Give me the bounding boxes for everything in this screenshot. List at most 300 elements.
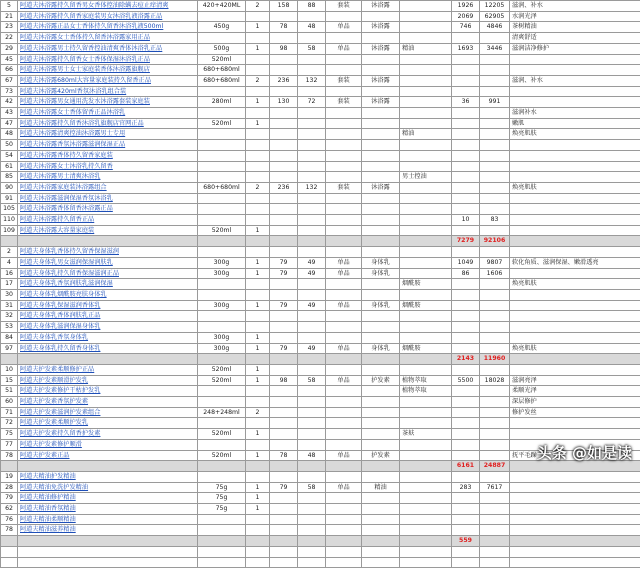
cell-v2 <box>480 118 510 129</box>
cell-qty: 1 <box>246 504 270 515</box>
cell-name[interactable]: 阿道夫沐浴露持久留香家庭装男女沐浴乳液浴露正品 <box>18 11 198 22</box>
cell-c4 <box>270 407 298 418</box>
cell-spec: 300g <box>198 332 246 343</box>
cell-qty <box>246 354 270 365</box>
cell-effect2: 焕亮肌肤 <box>510 343 640 354</box>
cell-v1 <box>452 493 480 504</box>
cell-c4 <box>270 461 298 472</box>
cell-c5 <box>298 311 326 322</box>
cell-qty: 1 <box>246 450 270 461</box>
cell-c5 <box>298 429 326 440</box>
table-row <box>1 525 640 536</box>
cell-name[interactable]: 阿道夫身体乳香氛润肤乳滋润保湿 <box>18 279 198 290</box>
cell-v2 <box>480 322 510 333</box>
cell-spec <box>198 86 246 97</box>
cell-no: 21 <box>1 11 18 22</box>
cell-no: 90 <box>1 182 18 193</box>
cell-c5 <box>298 557 326 568</box>
subtotal-row <box>1 236 640 247</box>
cell-category <box>362 439 400 450</box>
cell-spec: 300g <box>198 343 246 354</box>
cell-v1 <box>452 407 480 418</box>
cell-type <box>326 118 362 129</box>
cell-spec <box>198 525 246 536</box>
cell-name[interactable]: 阿道夫沐浴露男士女士家庭装香体沐浴露旗舰店 <box>18 65 198 76</box>
cell-no: 45 <box>1 54 18 65</box>
cell-name[interactable] <box>18 461 198 472</box>
cell-type: 单品 <box>326 343 362 354</box>
cell-qty <box>246 11 270 22</box>
cell-effect1: 烟酰胺 <box>400 343 452 354</box>
cell-category <box>362 407 400 418</box>
cell-c5 <box>298 407 326 418</box>
cell-qty: 1 <box>246 482 270 493</box>
cell-v2 <box>480 54 510 65</box>
cell-c4: 79 <box>270 482 298 493</box>
cell-effect1: 茶麸 <box>400 429 452 440</box>
cell-category <box>362 557 400 568</box>
cell-v1 <box>452 343 480 354</box>
cell-name[interactable] <box>18 536 198 547</box>
cell-effect1 <box>400 215 452 226</box>
cell-v2 <box>480 225 510 236</box>
cell-spec <box>198 129 246 140</box>
cell-v1: 10 <box>452 215 480 226</box>
cell-effect2: 滋润、补水 <box>510 1 640 12</box>
cell-effect2 <box>510 236 640 247</box>
cell-name[interactable]: 阿道夫精油免洗护发精油 <box>18 482 198 493</box>
cell-category: 护发素 <box>362 450 400 461</box>
cell-name[interactable]: 阿道夫护发素修护顺滑 <box>18 439 198 450</box>
cell-v1 <box>452 418 480 429</box>
cell-effect2: 滋润补水 <box>510 108 640 119</box>
cell-c4 <box>270 493 298 504</box>
cell-name[interactable]: 阿道夫沐浴露持久留香男女香体控油除螨去痘止痒清爽 <box>18 1 198 12</box>
cell-qty <box>246 150 270 161</box>
cell-spec: 75g <box>198 482 246 493</box>
cell-v1 <box>452 193 480 204</box>
cell-qty <box>246 514 270 525</box>
cell-name[interactable]: 阿道夫沐浴露香体留香沐浴露正品 <box>18 204 198 215</box>
cell-qty: 1 <box>246 268 270 279</box>
cell-effect2 <box>510 364 640 375</box>
cell-v1: 746 <box>452 22 480 33</box>
cell-c4: 79 <box>270 268 298 279</box>
cell-name[interactable]: 阿道夫护发素滋润护发素组合 <box>18 407 198 418</box>
cell-category <box>362 65 400 76</box>
cell-name[interactable]: 阿道夫身体乳持久留香身体乳 <box>18 343 198 354</box>
cell-name[interactable]: 阿道夫护发素持久留香护发素 <box>18 429 198 440</box>
cell-v2: 24887 <box>480 461 510 472</box>
cell-effect1 <box>400 364 452 375</box>
cell-qty <box>246 461 270 472</box>
cell-effect2 <box>510 322 640 333</box>
cell-c4 <box>270 439 298 450</box>
cell-v1: 6161 <box>452 461 480 472</box>
cell-name[interactable]: 阿道夫护发素修护干枯护发乳 <box>18 386 198 397</box>
cell-no: 22 <box>1 33 18 44</box>
cell-name[interactable]: 阿道夫护发素顺滑护发乳 <box>18 375 198 386</box>
cell-category: 身体乳 <box>362 343 400 354</box>
cell-v2: 83 <box>480 215 510 226</box>
cell-name[interactable]: 阿道夫护发素柔顺护发乳 <box>18 418 198 429</box>
cell-name[interactable]: 阿道夫身体乳男女滋润保湿润肤乳 <box>18 257 198 268</box>
cell-type: 套装 <box>326 1 362 12</box>
cell-spec <box>198 557 246 568</box>
cell-c5 <box>298 108 326 119</box>
cell-c5 <box>298 236 326 247</box>
cell-spec <box>198 161 246 172</box>
cell-category: 精油 <box>362 482 400 493</box>
cell-qty: 1 <box>246 257 270 268</box>
cell-category <box>362 386 400 397</box>
cell-category <box>362 322 400 333</box>
cell-c5 <box>298 65 326 76</box>
cell-name[interactable]: 阿道夫身体乳香体持久留香保湿滋润 <box>18 247 198 258</box>
cell-category <box>362 86 400 97</box>
cell-type <box>326 204 362 215</box>
cell-effect1 <box>400 322 452 333</box>
cell-c5 <box>298 215 326 226</box>
cell-c4 <box>270 129 298 140</box>
cell-effect2 <box>510 493 640 504</box>
cell-category: 身体乳 <box>362 300 400 311</box>
cell-category <box>362 429 400 440</box>
cell-spec <box>198 215 246 226</box>
cell-c5 <box>298 161 326 172</box>
cell-c5 <box>298 418 326 429</box>
cell-category: 沐浴露 <box>362 182 400 193</box>
cell-c4: 236 <box>270 182 298 193</box>
cell-v1 <box>452 525 480 536</box>
cell-no <box>1 536 18 547</box>
cell-effect1 <box>400 204 452 215</box>
table-row <box>1 268 640 279</box>
cell-v1 <box>452 311 480 322</box>
cell-c5: 49 <box>298 268 326 279</box>
cell-name[interactable]: 阿道夫护发素柔顺修护正品 <box>18 364 198 375</box>
cell-qty: 1 <box>246 97 270 108</box>
cell-v1 <box>452 332 480 343</box>
cell-category: 沐浴露 <box>362 43 400 54</box>
cell-effect2 <box>510 225 640 236</box>
table-row <box>1 482 640 493</box>
cell-name[interactable]: 阿道夫沐浴露女士香体持久留香沐浴露家用正品 <box>18 33 198 44</box>
cell-spec <box>198 108 246 119</box>
cell-name[interactable]: 阿道夫沐浴露正品女士香体持久留香沐浴乳液500ml <box>18 22 198 33</box>
cell-effect1 <box>400 482 452 493</box>
cell-name[interactable]: 阿道夫沐浴露680ml大容量家庭装持久留香正品 <box>18 75 198 86</box>
cell-c5 <box>298 493 326 504</box>
table-row <box>1 193 640 204</box>
cell-v2: 92106 <box>480 236 510 247</box>
cell-v1 <box>452 225 480 236</box>
cell-v2 <box>480 204 510 215</box>
cell-effect2: 焕亮肌肤 <box>510 182 640 193</box>
cell-type <box>326 161 362 172</box>
cell-no: 84 <box>1 332 18 343</box>
cell-name[interactable]: 阿道夫精油修护精油 <box>18 493 198 504</box>
table-row <box>1 75 640 86</box>
cell-name[interactable]: 阿道夫精油柔顺精油 <box>18 514 198 525</box>
cell-v2 <box>480 407 510 418</box>
cell-name[interactable]: 阿道夫身体乳香体润肤乳正品 <box>18 311 198 322</box>
cell-type <box>326 247 362 258</box>
cell-no <box>1 461 18 472</box>
cell-effect2: 深层修护 <box>510 397 640 408</box>
table-row <box>1 557 640 568</box>
cell-effect2: 抚平毛躁 <box>510 450 640 461</box>
cell-no: 54 <box>1 150 18 161</box>
cell-name[interactable]: 阿道夫护发素正品 <box>18 450 198 461</box>
cell-name[interactable]: 阿道夫身体乳持久留香保湿滋润正品 <box>18 268 198 279</box>
cell-qty <box>246 215 270 226</box>
cell-c4 <box>270 108 298 119</box>
cell-qty: 1 <box>246 343 270 354</box>
table-row <box>1 108 640 119</box>
cell-name[interactable]: 阿道夫身体乳香氛身体乳 <box>18 332 198 343</box>
cell-effect1 <box>400 11 452 22</box>
cell-effect2 <box>510 418 640 429</box>
cell-name[interactable]: 阿道夫沐浴露男女通用洗发水沐浴露套装家庭装 <box>18 97 198 108</box>
cell-spec: 280ml <box>198 97 246 108</box>
cell-name[interactable]: 阿道夫沐浴露滋润保湿香氛沐浴乳 <box>18 193 198 204</box>
cell-qty <box>246 236 270 247</box>
cell-spec <box>198 514 246 525</box>
cell-qty <box>246 279 270 290</box>
cell-c5 <box>298 193 326 204</box>
cell-name[interactable]: 阿道夫沐浴露男士持久留香控油清爽香体沐浴乳正品 <box>18 43 198 54</box>
table-row <box>1 22 640 33</box>
table-row <box>1 11 640 22</box>
cell-effect1 <box>400 247 452 258</box>
cell-type <box>326 129 362 140</box>
cell-c4 <box>270 397 298 408</box>
cell-effect2 <box>510 471 640 482</box>
table-row <box>1 172 640 183</box>
cell-name[interactable] <box>18 546 198 557</box>
cell-c5 <box>298 322 326 333</box>
cell-v2 <box>480 471 510 482</box>
cell-type <box>326 33 362 44</box>
cell-name[interactable]: 阿道夫沐浴露家庭装沐浴露组合 <box>18 182 198 193</box>
cell-qty: 2 <box>246 1 270 12</box>
cell-name[interactable]: 阿道夫沐浴露香体持久留香家庭装 <box>18 150 198 161</box>
cell-name[interactable] <box>18 236 198 247</box>
cell-type: 单品 <box>326 257 362 268</box>
cell-effect1 <box>400 289 452 300</box>
cell-effect2 <box>510 97 640 108</box>
cell-c5: 49 <box>298 257 326 268</box>
cell-effect2: 茶树精油 <box>510 22 640 33</box>
cell-effect2: 嫩肌 <box>510 118 640 129</box>
cell-effect1 <box>400 75 452 86</box>
cell-category <box>362 514 400 525</box>
cell-qty: 1 <box>246 43 270 54</box>
cell-effect2 <box>510 536 640 547</box>
cell-v1 <box>452 204 480 215</box>
cell-category: 沐浴露 <box>362 1 400 12</box>
cell-effect2 <box>510 354 640 365</box>
cell-name[interactable]: 阿道夫护发素香氛护发素 <box>18 397 198 408</box>
cell-name[interactable]: 阿道夫沐浴露持久留香沐浴乳旗舰店官网正品 <box>18 118 198 129</box>
cell-v2: 11960 <box>480 354 510 365</box>
table-row <box>1 33 640 44</box>
cell-name[interactable] <box>18 557 198 568</box>
cell-effect1 <box>400 193 452 204</box>
cell-qty <box>246 108 270 119</box>
cell-effect1 <box>400 461 452 472</box>
cell-name[interactable] <box>18 354 198 365</box>
cell-c4 <box>270 504 298 515</box>
cell-spec <box>198 311 246 322</box>
cell-category <box>362 536 400 547</box>
cell-v2 <box>480 504 510 515</box>
cell-effect1 <box>400 536 452 547</box>
table-row <box>1 118 640 129</box>
cell-c5 <box>298 332 326 343</box>
cell-no: 19 <box>1 471 18 482</box>
cell-c4 <box>270 118 298 129</box>
cell-spec: 520ml <box>198 375 246 386</box>
cell-category <box>362 150 400 161</box>
table-row <box>1 375 640 386</box>
table-row <box>1 386 640 397</box>
cell-no: 78 <box>1 450 18 461</box>
cell-v1 <box>452 108 480 119</box>
cell-type <box>326 386 362 397</box>
cell-v2 <box>480 300 510 311</box>
cell-effect2: 焕亮肌肤 <box>510 129 640 140</box>
cell-c5 <box>298 279 326 290</box>
cell-category <box>362 193 400 204</box>
cell-qty <box>246 140 270 151</box>
cell-name[interactable]: 阿道夫身体乳烟酰胺亮肤身体乳 <box>18 289 198 300</box>
table-row <box>1 247 640 258</box>
cell-no <box>1 546 18 557</box>
cell-spec <box>198 279 246 290</box>
subtotal-row <box>1 354 640 365</box>
cell-v2 <box>480 33 510 44</box>
cell-qty <box>246 439 270 450</box>
cell-name[interactable]: 阿道夫沐浴露持久留香女士香体保湿沐浴乳正品 <box>18 54 198 65</box>
cell-c5 <box>298 86 326 97</box>
cell-c5 <box>298 33 326 44</box>
cell-category <box>362 397 400 408</box>
cell-qty <box>246 322 270 333</box>
cell-v1 <box>452 54 480 65</box>
cell-spec <box>198 172 246 183</box>
cell-no: 105 <box>1 204 18 215</box>
cell-type <box>326 193 362 204</box>
cell-v1 <box>452 386 480 397</box>
cell-name[interactable]: 阿道夫精油护发精油 <box>18 471 198 482</box>
cell-effect2 <box>510 546 640 557</box>
cell-effect2: 滋润洁净修护 <box>510 43 640 54</box>
cell-spec: 520ml <box>198 450 246 461</box>
table-row <box>1 504 640 515</box>
cell-c4 <box>270 322 298 333</box>
cell-spec <box>198 193 246 204</box>
cell-no: 17 <box>1 279 18 290</box>
cell-qty <box>246 54 270 65</box>
cell-c5 <box>298 525 326 536</box>
cell-name[interactable]: 阿道夫沐浴露男士清爽沐浴乳 <box>18 172 198 183</box>
cell-type: 套装 <box>326 182 362 193</box>
cell-effect1 <box>400 471 452 482</box>
cell-v2 <box>480 108 510 119</box>
cell-qty: 1 <box>246 300 270 311</box>
cell-spec: 680+680ml <box>198 182 246 193</box>
cell-name[interactable]: 阿道夫身体乳保湿滋润香体乳 <box>18 300 198 311</box>
cell-c4 <box>270 215 298 226</box>
cell-type <box>326 86 362 97</box>
cell-type: 单品 <box>326 375 362 386</box>
cell-spec: 500g <box>198 43 246 54</box>
cell-effect2: 软化角质、滋润保湿、嫩滑透亮 <box>510 257 640 268</box>
cell-category <box>362 140 400 151</box>
cell-name[interactable]: 阿道夫沐浴露香氛沐浴露滋润保湿正品 <box>18 140 198 151</box>
cell-effect1 <box>400 140 452 151</box>
cell-category <box>362 289 400 300</box>
cell-v2: 4846 <box>480 22 510 33</box>
table-row <box>1 322 640 333</box>
cell-c4 <box>270 54 298 65</box>
cell-effect1 <box>400 332 452 343</box>
cell-name[interactable]: 阿道夫沐浴露大容量家庭装 <box>18 225 198 236</box>
cell-v1: 1926 <box>452 1 480 12</box>
cell-no: 43 <box>1 108 18 119</box>
cell-name[interactable]: 阿道夫沐浴露女士沐浴乳持久留香 <box>18 161 198 172</box>
cell-no: 60 <box>1 397 18 408</box>
cell-effect1 <box>400 86 452 97</box>
cell-name[interactable]: 阿道夫精油香氛精油 <box>18 504 198 515</box>
cell-v1 <box>452 514 480 525</box>
cell-c4 <box>270 65 298 76</box>
cell-v1: 2143 <box>452 354 480 365</box>
cell-qty: 2 <box>246 75 270 86</box>
cell-no <box>1 236 18 247</box>
cell-name[interactable]: 阿道夫身体乳滋润保湿身体乳 <box>18 322 198 333</box>
cell-name[interactable]: 阿道夫精油滋养精油 <box>18 525 198 536</box>
cell-qty: 1 <box>246 364 270 375</box>
table-row <box>1 364 640 375</box>
table-row <box>1 514 640 525</box>
cell-c5: 58 <box>298 482 326 493</box>
cell-name[interactable]: 阿道夫沐浴露420ml香氛沐浴乳组合装 <box>18 86 198 97</box>
cell-c4 <box>270 150 298 161</box>
cell-spec: 680+680ml <box>198 65 246 76</box>
cell-c5: 72 <box>298 97 326 108</box>
cell-spec: 450g <box>198 22 246 33</box>
cell-v2 <box>480 140 510 151</box>
cell-type <box>326 108 362 119</box>
cell-name[interactable]: 阿道夫沐浴露持久留香正品 <box>18 215 198 226</box>
cell-effect1 <box>400 557 452 568</box>
cell-no: 61 <box>1 161 18 172</box>
cell-name[interactable]: 阿道夫沐浴露清爽控油沐浴露男士专用 <box>18 129 198 140</box>
cell-v2: 1606 <box>480 268 510 279</box>
cell-type <box>326 332 362 343</box>
cell-qty <box>246 204 270 215</box>
cell-spec: 248+248ml <box>198 407 246 418</box>
cell-effect1 <box>400 354 452 365</box>
cell-name[interactable]: 阿道夫沐浴露女士香体留香正品沐浴乳 <box>18 108 198 119</box>
cell-type: 套装 <box>326 75 362 86</box>
cell-effect1: 植物萃取 <box>400 375 452 386</box>
cell-type: 单品 <box>326 450 362 461</box>
cell-c4 <box>270 247 298 258</box>
